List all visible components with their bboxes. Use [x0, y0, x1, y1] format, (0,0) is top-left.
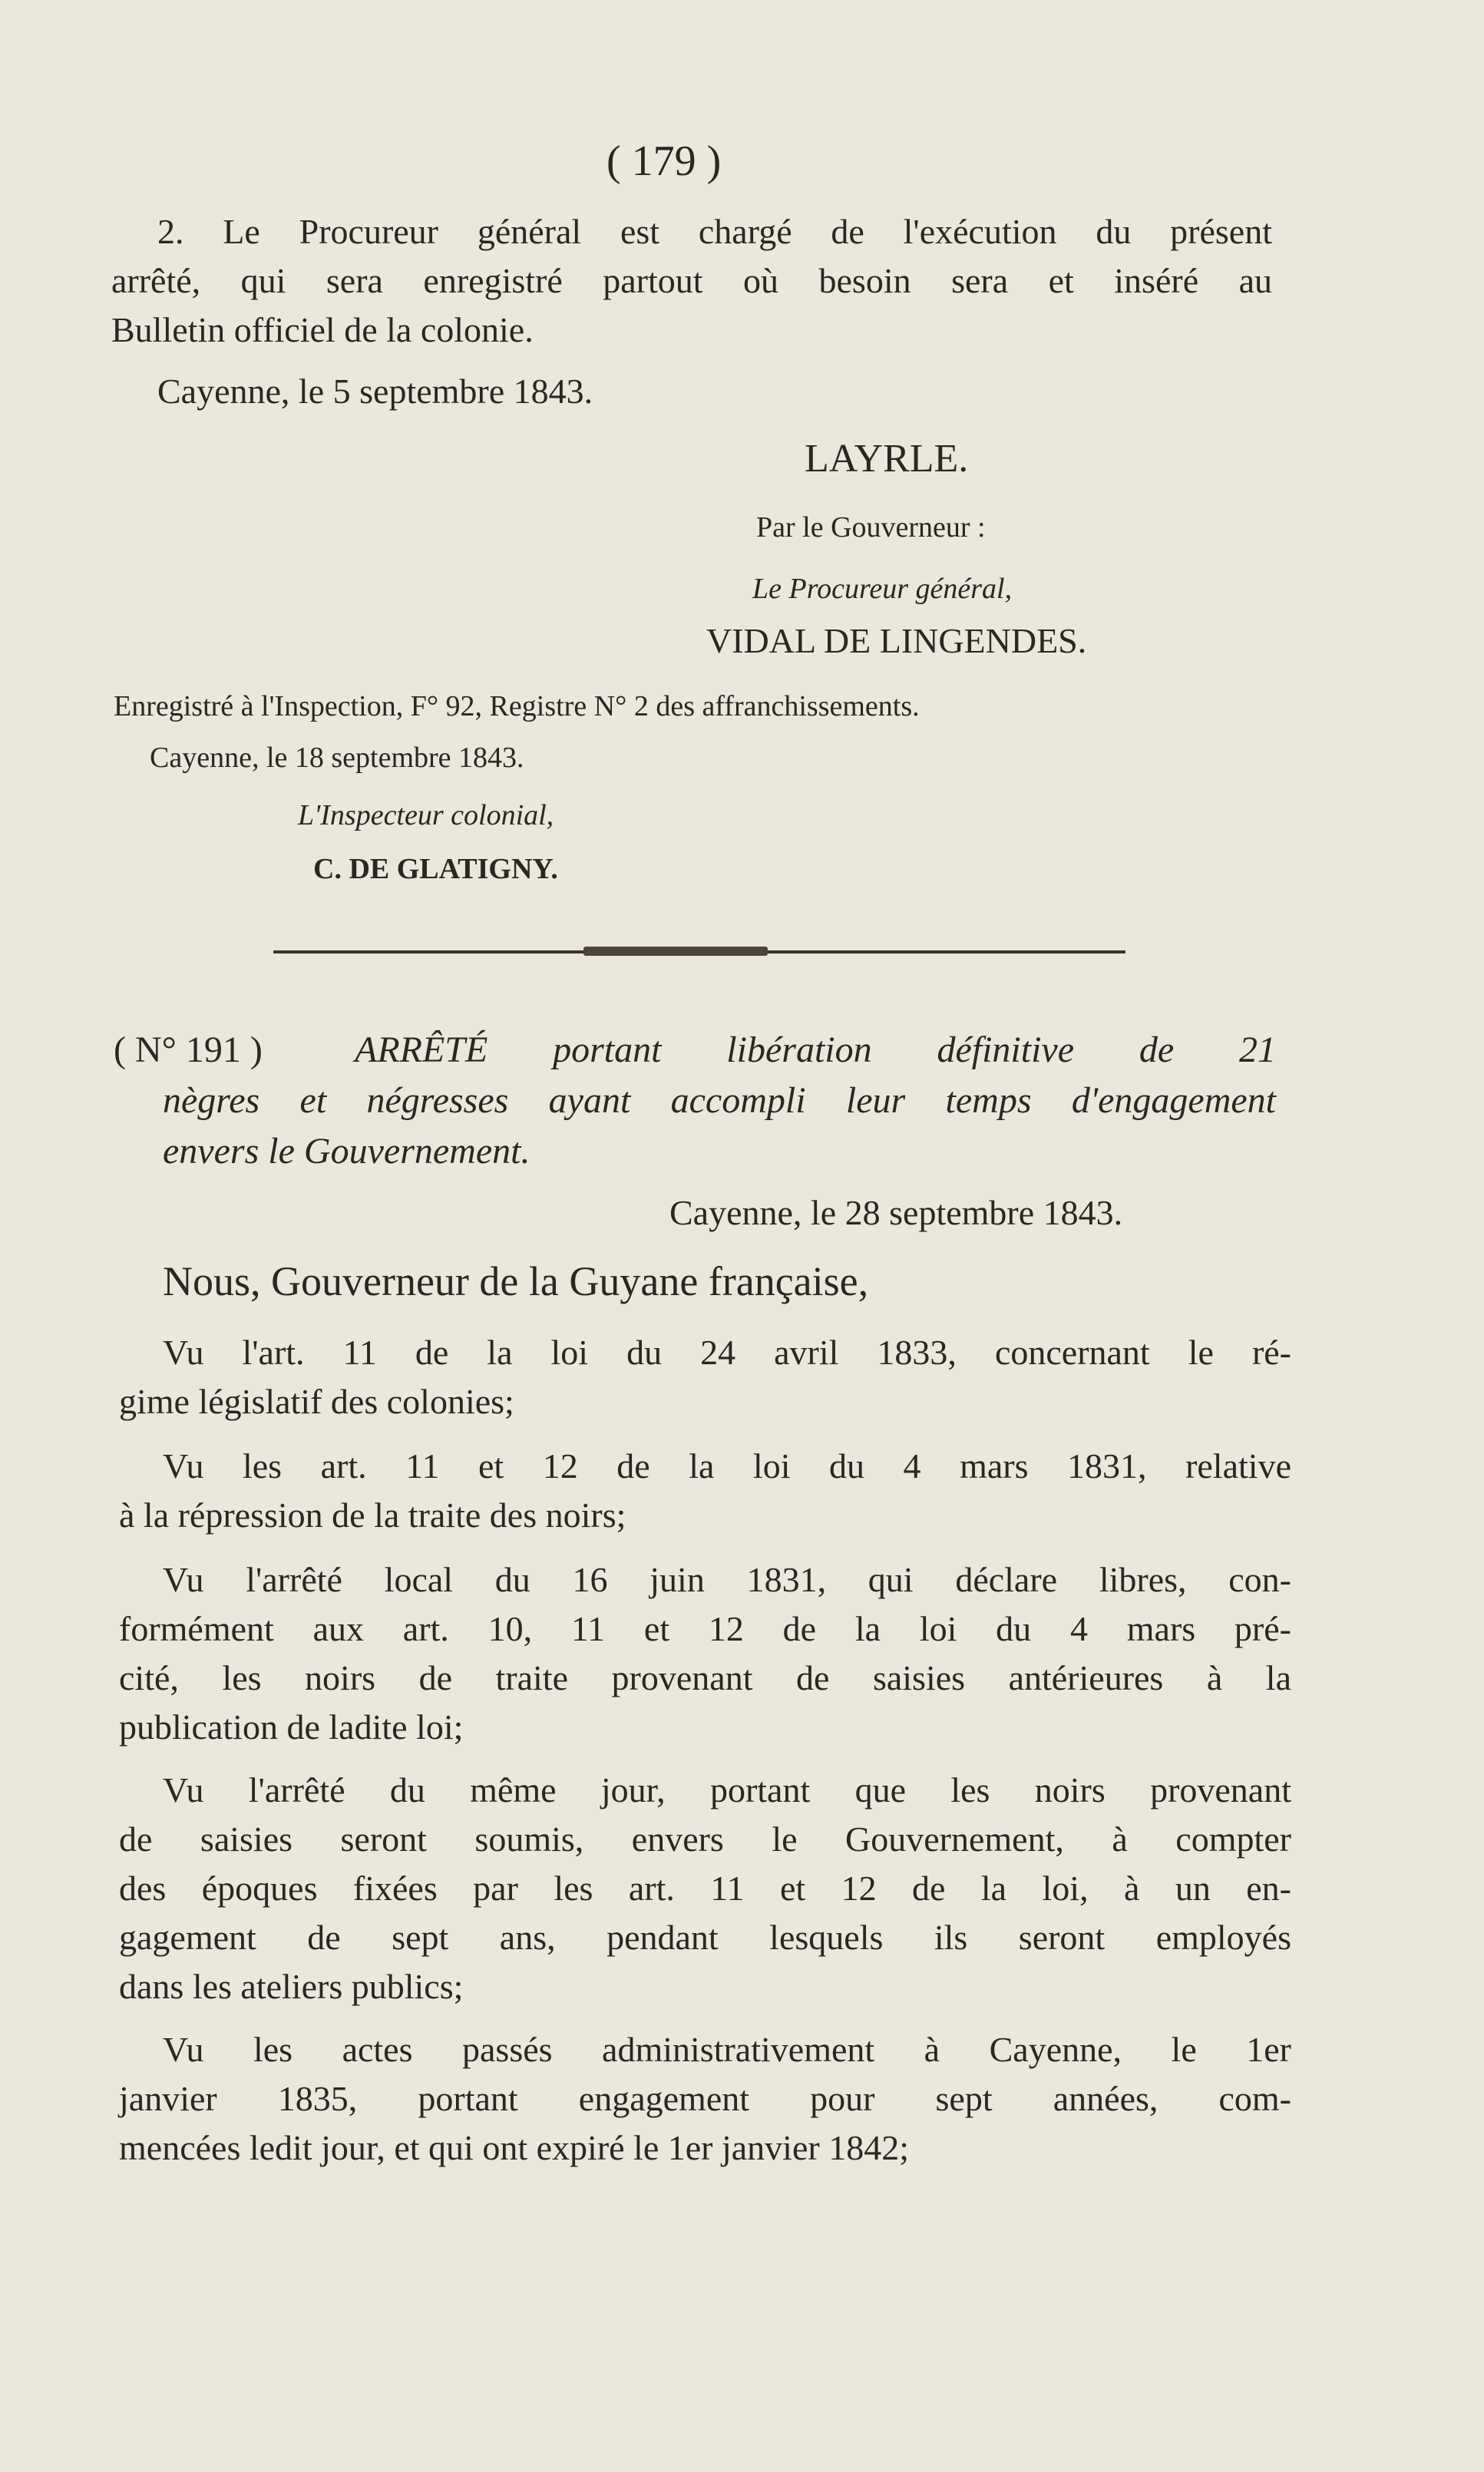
inspecteur-name: C. DE GLATIGNY. [313, 853, 558, 885]
para4-line-1: Vu l'arrêté du même jour, portant que les noirs provenant [163, 1770, 1291, 1809]
para5-line-2: janvier 1835, portant engagement pour sept années, com- [119, 2079, 1291, 2118]
para3-line-2: formément aux art. 10, 11 et 12 de la loi du 4 mars pré- [119, 1609, 1291, 1648]
page-number: ( 179 ) [606, 137, 722, 185]
intro-line-3: Bulletin officiel de la colonie. [111, 310, 534, 349]
nous-gouverneur: Nous, Gouverneur de la Guyane française, [163, 1258, 869, 1304]
para3-line-4: publication de ladite loi; [119, 1707, 464, 1747]
para3-line-3: cité, les noirs de traite provenant de saisies antérieures à la [119, 1658, 1291, 1697]
intro-line-1: 2. Le Procureur général est chargé de l'exécution du présent [157, 212, 1272, 251]
para2-line-1: Vu les art. 11 et 12 de la loi du 4 mars 1831, relative [163, 1446, 1291, 1486]
intro-date: Cayenne, le 5 septembre 1843. [157, 372, 593, 411]
procureur-name: VIDAL DE LINGENDES. [706, 621, 1087, 660]
para4-line-3: des époques fixées par les art. 11 et 12 de la loi, à un en- [119, 1869, 1291, 1908]
enregistre-line: Enregistré à l'Inspection, F° 92, Registre N° 2 des affranchissements. [114, 690, 920, 722]
enregistre-date: Cayenne, le 18 septembre 1843. [150, 742, 524, 774]
divider-ornament [583, 947, 768, 956]
arrete-heading-line-3: envers le Gouvernement. [163, 1131, 530, 1172]
signature-layrle: LAYRLE. [805, 437, 969, 481]
arrete-date: Cayenne, le 28 septembre 1843. [669, 1193, 1123, 1232]
para4-line-4: gagement de sept ans, pendant lesquels ils seront employés [119, 1918, 1291, 1957]
para4-line-2: de saisies seront soumis, envers le Gouvernement, à compter [119, 1819, 1291, 1859]
inspecteur-title: L'Inspecteur colonial, [298, 799, 554, 831]
para5-line-1: Vu les actes passés administrativement à Cayenne, le 1er [163, 2030, 1291, 2069]
arrete-heading-line-1: ARRÊTÉ portant libération définitive de 21 [355, 1029, 1276, 1070]
para3-line-1: Vu l'arrêté local du 16 juin 1831, qui déclare libres, con- [163, 1560, 1291, 1599]
para4-line-5: dans les ateliers publics; [119, 1967, 464, 2006]
arrete-heading-line-2: nègres et négresses ayant accompli leur temps d'engagement [163, 1080, 1276, 1121]
para2-line-2: à la répression de la traite des noirs; [119, 1495, 626, 1535]
par-le-gouverneur: Par le Gouverneur : [756, 511, 986, 544]
procureur-title: Le Procureur général, [752, 573, 1013, 605]
intro-line-2: arrêté, qui sera enregistré partout où besoin sera et inséré au [111, 261, 1272, 300]
para1-line-1: Vu l'art. 11 de la loi du 24 avril 1833, concernant le ré- [163, 1333, 1291, 1372]
para1-line-2: gime législatif des colonies; [119, 1382, 514, 1421]
para5-line-3: mencées ledit jour, et qui ont expiré le 1er janvier 1842; [119, 2128, 909, 2167]
arrete-number: ( N° 191 ) [114, 1029, 263, 1070]
